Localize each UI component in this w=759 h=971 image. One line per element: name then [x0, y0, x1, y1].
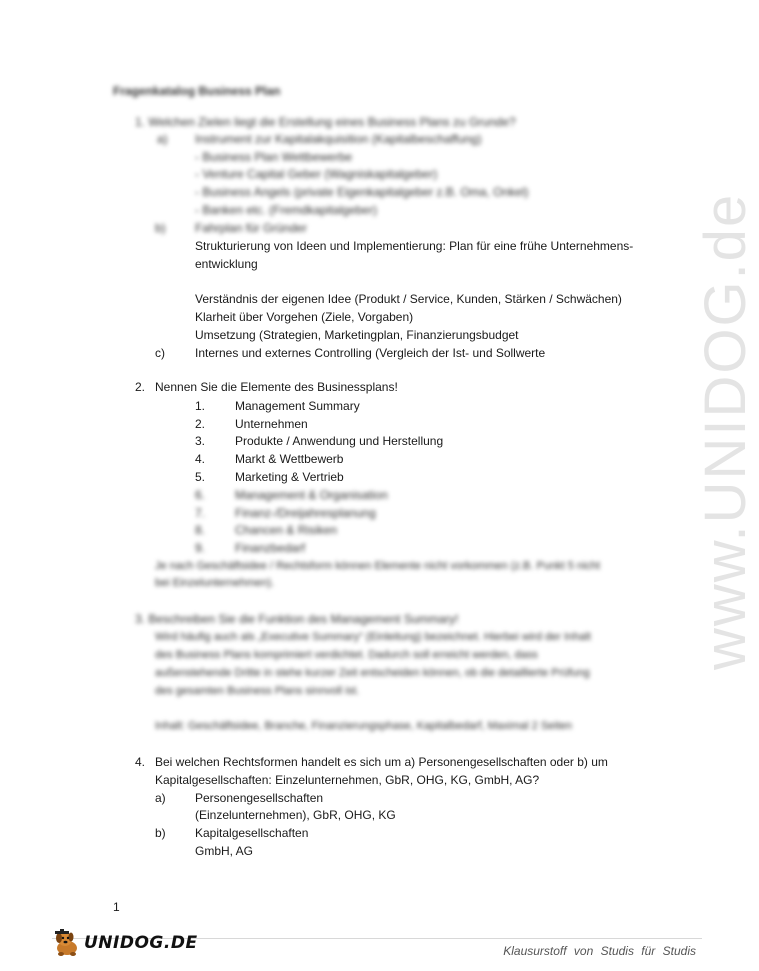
q3-question: 3. Beschreiben Sie die Funktion des Management Summary! — [135, 612, 459, 626]
q2-element-number: 5. — [195, 470, 206, 484]
q2-note: bei Einzelunternehmen). — [155, 577, 275, 589]
q4-a-value: (Einzelunternehmen), GbR, OHG, KG — [195, 808, 396, 822]
q2-element-label: Finanz-/Dreijahresplanung — [235, 506, 376, 520]
q4-question-line: Kapitalgesellschaften: Einzelunternehmen, GbR, OHG, KG, GmbH, AG? — [155, 773, 540, 787]
q4-question-line: Bei welchen Rechtsformen handelt es sich um a) Personengesellschaften oder b) um — [155, 755, 608, 769]
q3-line: des Business Plans komprimiert verdichtet. Dadurch soll erreicht werden, dass — [155, 649, 538, 661]
q1-c-marker: c) — [155, 346, 165, 360]
footer-slogan: Klausurstoff von Studis für Studis — [503, 944, 696, 958]
q3-line: Wird häufig auch als „Executive Summary“ (Einleitung) bezeichnet. Hierbei wird der Inhalt — [155, 631, 591, 643]
q3-line: außenstehende Dritte in stehe kurzer Zeit entscheiden können, ob die detaillierte Prüfung — [155, 667, 590, 679]
q2-element-label: Management & Organisation — [235, 488, 388, 502]
q4-a-label: Personengesellschaften — [195, 791, 324, 805]
q1-a-text: Instrument zur Kapitalakquisition (Kapitalbeschaffung) — [195, 132, 482, 146]
q1-b-marker: b) — [155, 221, 166, 235]
document-title: Fragenkatalog Business Plan — [113, 84, 281, 98]
q2-element-label: Markt & Wettbewerb — [235, 452, 344, 466]
q1-b-line: entwicklung — [195, 257, 258, 271]
q1-a-item: - Banken etc. (Fremdkapitalgeber) — [195, 203, 378, 217]
q1-a-marker: a) — [157, 132, 168, 146]
q1-a-item: - Venture Capital Geber (Wagniskapitalgeber) — [195, 167, 438, 181]
q1-c-text: Internes und externes Controlling (Vergleich der Ist- und Sollwerte — [195, 346, 546, 360]
q2-element-number: 4. — [195, 452, 206, 466]
q4-a-marker: a) — [155, 791, 166, 805]
q2-element-label: Unternehmen — [235, 417, 308, 431]
q2-element-label: Chancen & Risiken — [235, 523, 338, 537]
q1-a-item: - Business Plan Wettbewerbe — [195, 150, 353, 164]
q1-b-line: Verständnis der eigenen Idee (Produkt / Service, Kunden, Stärken / Schwächen) — [195, 292, 622, 306]
q4-b-marker: b) — [155, 826, 166, 840]
q1-b-text: Fahrplan für Gründer — [195, 221, 308, 235]
watermark-text: www.UNIDOG.de — [693, 192, 758, 670]
q2-note: Je nach Geschäftsidee / Rechtsform können Elemente nicht vorkommen (z.B. Punkt 5 nicht — [155, 560, 601, 572]
q4-b-label: Kapitalgesellschaften — [195, 826, 309, 840]
logo-text: UNIDOG.DE — [84, 933, 198, 953]
q2-question: Nennen Sie die Elemente des Businessplans! — [155, 380, 398, 394]
q2-element-label: Finanzbedarf — [235, 541, 306, 555]
watermark — [640, 192, 758, 680]
q2-element-number: 8. — [195, 523, 206, 537]
q3-line: des gesamten Business Plans sinnvoll ist. — [155, 685, 360, 697]
q2-element-number: 6. — [195, 488, 206, 502]
dog-icon — [52, 928, 82, 958]
page-number: 1 — [113, 900, 120, 914]
q1-a-item: - Business Angels (private Eigenkapitalgeber z.B. Oma, Onkel) — [195, 185, 529, 199]
unidog-logo — [52, 925, 198, 961]
q4-b-value: GmbH, AG — [195, 844, 254, 858]
q2-element-number: 9. — [195, 541, 206, 555]
q1-b-line: Klarheit über Vorgehen (Ziele, Vorgaben) — [195, 310, 414, 324]
q4-number: 4. — [135, 755, 146, 769]
q1-b-line: Strukturierung von Ideen und Implementierung: Plan für eine frühe Unternehmens- — [195, 239, 634, 253]
q2-element-number: 3. — [195, 434, 206, 448]
q2-element-number: 2. — [195, 417, 206, 431]
q2-element-label: Marketing & Vertrieb — [235, 470, 344, 484]
q2-element-number: 1. — [195, 399, 206, 413]
q1-b-line: Umsetzung (Strategien, Marketingplan, Finanzierungsbudget — [195, 328, 519, 342]
q2-element-label: Produkte / Anwendung und Herstellung — [235, 434, 444, 448]
q2-element-number: 7. — [195, 506, 206, 520]
q3-inhalt: Inhalt: Geschäftsidee, Branche, Finanzierungsphase, Kapitalbedarf, Maximal 2 Seiten — [155, 720, 573, 732]
q2-number: 2. — [135, 380, 146, 394]
q1-question: 1. Welchen Zielen liegt die Erstellung eines Business Plans zu Grunde? — [135, 115, 516, 129]
q2-element-label: Management Summary — [235, 399, 360, 413]
